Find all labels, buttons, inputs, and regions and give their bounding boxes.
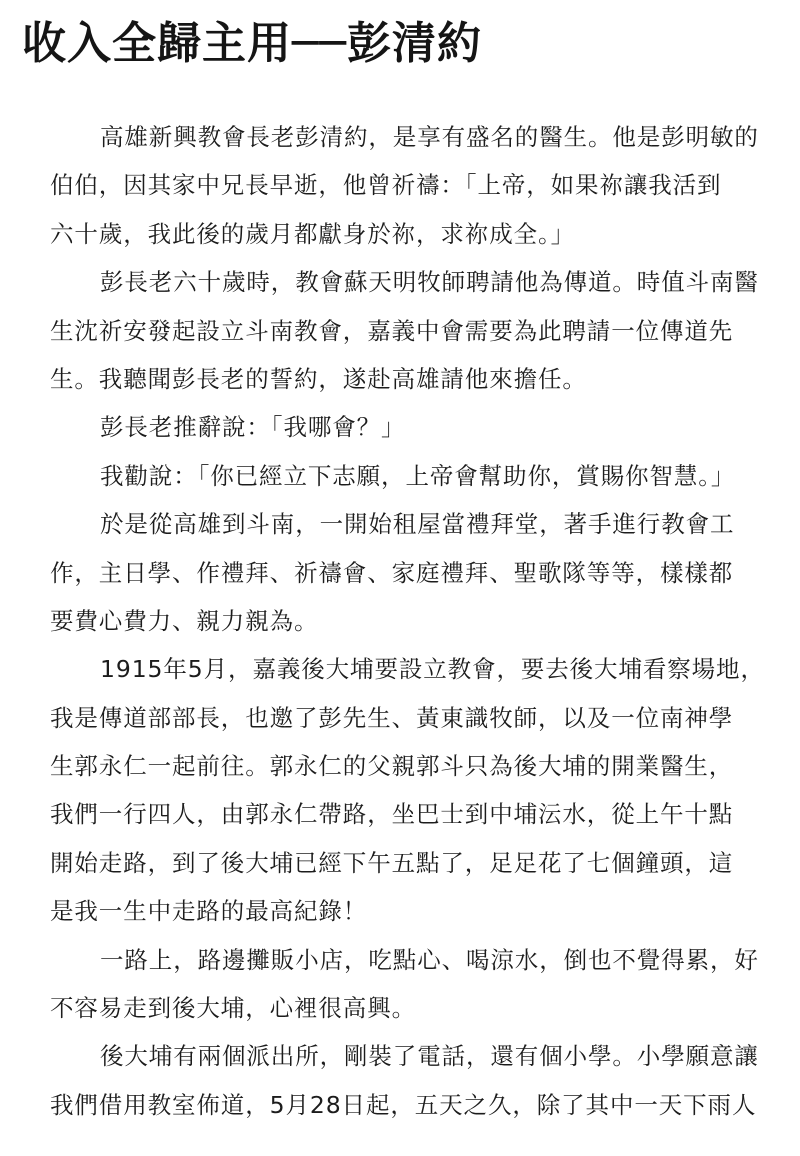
paragraph-line: 生。我聽聞彭長老的誓約，遂赴高雄請他來擔任。	[50, 364, 587, 393]
paragraph-line: 1915年5月，嘉義後大埔要設立教會，要去後大埔看察場地，	[100, 655, 765, 684]
paragraph-line: 生沈祈安發起設立斗南教會，嘉義中會需要為此聘請一位傳道先	[50, 316, 734, 345]
paragraph-line: 要費心費力、親力親為。	[50, 606, 319, 635]
paragraph-line: 高雄新興教會長老彭清約，是享有盛名的醫生。他是彭明敏的	[100, 123, 759, 151]
paragraph-line: 是我一生中走路的最高紀錄！	[50, 897, 368, 926]
paragraph-line: 我勸說：「你已經立下志願，上帝會幫助你，賞賜你智慧。」	[100, 461, 736, 490]
article-body	[50, 113, 780, 1129]
paragraph-line: 伯伯，因其家中兄長早逝，他曾祈禱：「上帝，如果祢讓我活到	[50, 171, 722, 200]
paragraph-line: 我是傳道部部長，也邀了彭先生、黃東識牧師，以及一位南神學	[50, 703, 734, 732]
paragraph-line: 六十歲，我此後的歲月都獻身於祢，求祢成全。」	[50, 219, 576, 248]
paragraph-line: 作，主日學、作禮拜、祈禱會、家庭禮拜、聖歌隊等等，樣樣都	[50, 558, 734, 587]
paragraph-line: 後大埔有兩個派出所，剛裝了電話，還有個小學。小學願意讓	[100, 1042, 759, 1071]
paragraph-line: 不容易走到後大埔，心裡很高興。	[50, 994, 416, 1023]
paragraph-line: 生郭永仁一起前往。郭永仁的父親郭斗只為後大埔的開業醫生，	[50, 752, 734, 781]
paragraph-line: 於是從高雄到斗南，一開始租屋當禮拜堂，著手進行教會工	[100, 510, 735, 539]
paragraph-line: 彭長老六十歲時，教會蘇天明牧師聘請他為傳道。時值斗南醫	[100, 268, 759, 297]
article-title: 收入全歸主用──彭清約	[22, 18, 482, 69]
paragraph-line: 開始走路，到了後大埔已經下午五點了，足足花了七個鐘頭，這	[50, 848, 734, 877]
paragraph-line: 我們一行四人，由郭永仁帶路，坐巴士到中埔沄水，從上午十點	[50, 800, 734, 829]
paragraph-line: 我們借用教室佈道，5月28日起，五天之久，除了其中一天下雨人	[50, 1090, 757, 1119]
paragraph-line: 彭長老推辭說：「我哪會？」	[100, 413, 406, 442]
paragraph-line: 一路上，路邊攤販小店，吃點心、喝涼水，倒也不覺得累，好	[100, 945, 759, 974]
